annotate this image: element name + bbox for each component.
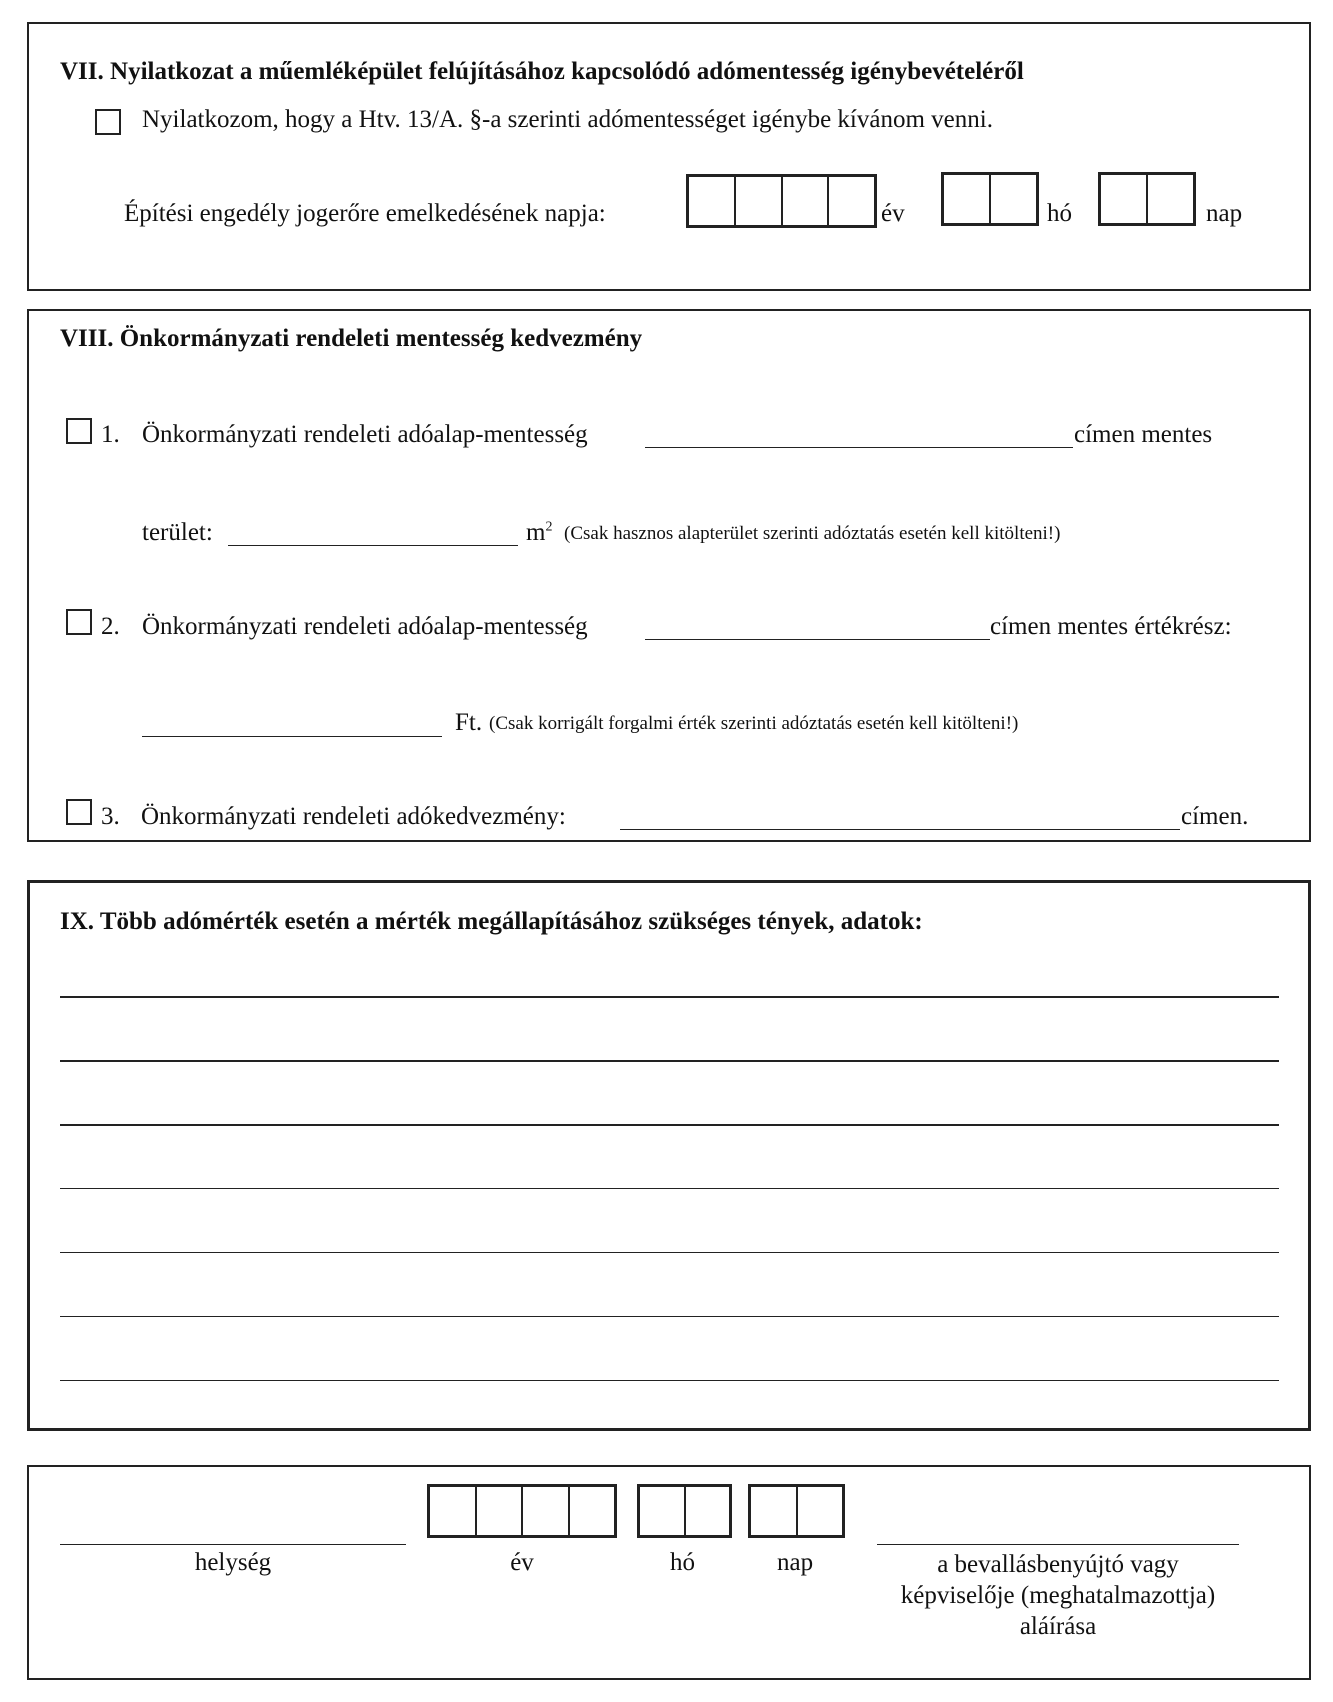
writing-line[interactable] [60,996,1279,998]
writing-line[interactable] [60,1124,1279,1126]
value-unit: Ft. [455,709,483,736]
digit-cell[interactable] [686,1487,730,1535]
item3-number: 3. [101,803,120,830]
section-ix-title: IX. Több adómérték esetén a mérték megállapításához szükséges tények, adatok: [60,908,923,935]
digit-cell[interactable] [570,1487,615,1535]
signature-caption-line: aláírása [1019,1613,1097,1640]
permit-year-unit: év [881,200,905,227]
permit-year-field[interactable] [686,174,877,228]
place-label: helység [194,1549,272,1576]
digit-cell[interactable] [991,175,1036,223]
signature-input[interactable] [877,1544,1239,1545]
section-ix [27,880,1311,1431]
item1-suffix: címen mentes [1074,421,1213,448]
section-vii-checkbox-label: Nyilatkozom, hogy a Htv. 13/A. §-a szerinti adómentességet igénybe kívánom venni. [142,106,993,133]
permit-day-unit: nap [1206,200,1243,227]
item1-checkbox[interactable] [66,418,92,444]
digit-cell[interactable] [736,177,783,225]
sign-day-field[interactable] [748,1484,845,1538]
digit-cell[interactable] [523,1487,570,1535]
item3-title-input[interactable] [620,829,1180,830]
digit-cell[interactable] [783,177,830,225]
digit-cell[interactable] [477,1487,524,1535]
signature-caption-line: képviselője (meghatalmazottja) [900,1582,1216,1609]
sign-year-field[interactable] [427,1484,617,1538]
signature-section [27,1465,1311,1680]
writing-line[interactable] [60,1380,1279,1381]
sign-month-label: hó [670,1549,695,1576]
building-permit-date-label: Építési engedély jogerőre emelkedésének napja: [124,200,606,227]
signature-caption [877,1549,1239,1642]
sign-year-label: év [510,1549,534,1576]
digit-cell[interactable] [829,177,874,225]
value-note: (Csak korrigált forgalmi érték szerinti adóztatás esetén kell kitölteni!) [489,713,1019,734]
digit-cell[interactable] [689,177,736,225]
item1-title-input[interactable] [645,447,1073,448]
permit-month-field[interactable] [941,172,1039,226]
item3-suffix: címen. [1181,803,1249,830]
value-input[interactable] [142,736,442,737]
item3-label: Önkormányzati rendeleti adókedvezmény: [141,803,566,830]
section-viii [27,309,1311,842]
digit-cell[interactable] [1101,175,1148,223]
writing-line[interactable] [60,1188,1279,1189]
digit-cell[interactable] [798,1487,843,1535]
item2-label: Önkormányzati rendeleti adóalap-mentesség [142,613,588,640]
digit-cell[interactable] [944,175,991,223]
item2-suffix: címen mentes értékrész: [990,613,1232,640]
area-input[interactable] [228,545,518,546]
item3-checkbox[interactable] [66,799,92,825]
item2-checkbox[interactable] [66,609,92,635]
place-input[interactable] [60,1544,406,1545]
permit-day-field[interactable] [1098,172,1196,226]
item2-number: 2. [101,613,120,640]
section-vii-checkbox[interactable] [95,109,121,135]
area-label: terület: [142,519,213,546]
digit-cell[interactable] [751,1487,798,1535]
permit-month-unit: hó [1047,200,1072,227]
sign-day-label: nap [777,1549,814,1576]
signature-caption-line: a bevallásbenyújtó vagy [937,1551,1179,1578]
digit-cell[interactable] [1148,175,1193,223]
item2-title-input[interactable] [645,639,990,640]
digit-cell[interactable] [430,1487,477,1535]
area-unit: $m^2$ [526,519,553,546]
digit-cell[interactable] [640,1487,686,1535]
section-viii-title: VIII. Önkormányzati rendeleti mentesség kedvezmény [60,325,643,352]
section-vii [27,22,1311,291]
writing-line[interactable] [60,1316,1279,1317]
section-vii-title: VII. Nyilatkozat a műemléképület felújításához kapcsolódó adómentesség igénybevételéről [60,58,1024,85]
sign-month-field[interactable] [637,1484,732,1538]
writing-line[interactable] [60,1060,1279,1062]
area-note: (Csak hasznos alapterület szerinti adóztatás esetén kell kitölteni!) [564,523,1061,544]
item1-number: 1. [101,421,120,448]
writing-line[interactable] [60,1252,1279,1253]
item1-label: Önkormányzati rendeleti adóalap-mentesség [142,421,588,448]
